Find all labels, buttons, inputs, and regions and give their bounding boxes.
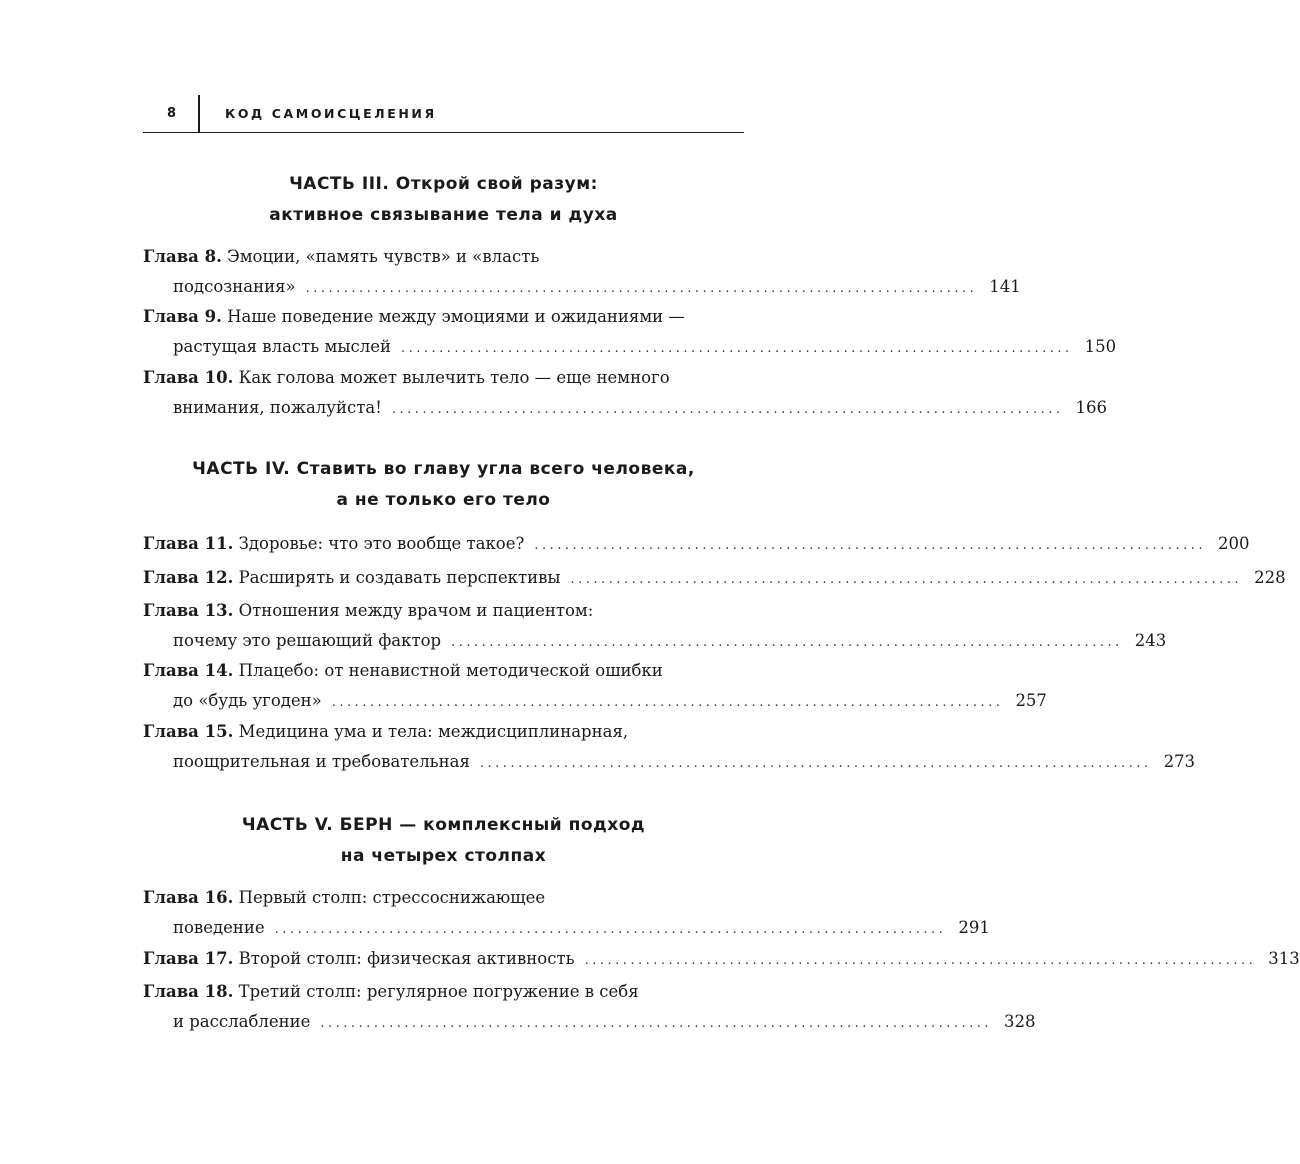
chapter-label: Глава 10. [143,368,234,387]
chapter-title-line: Медицина ума и тела: междисциплинарная, [238,722,629,741]
page-ref: 257 [1015,691,1047,710]
chapter-title-line: Отношения между врачом и пациентом: [238,601,594,620]
part-title-line: ЧАСТЬ V. БЕРН — комплексный подход [241,815,646,835]
page-number: 8 [167,106,177,121]
leader-dots: ........................................................................................ [534,538,1206,553]
leader-dots: ........................................................................................ [274,922,947,937]
leader-dots: ........................................................................................ [391,402,1064,417]
chapter-title-line: Плацебо: от ненавистной методической ошибки [238,661,663,680]
leader-dots: ........................................................................................ [584,953,1257,968]
page-ref: 200 [1217,534,1250,553]
chapter-label: Глава 8. [143,247,222,266]
part-title-line: ЧАСТЬ III. Открой свой разум: [289,174,598,194]
leader-dots: ........................................................................................ [320,1016,993,1031]
toc-entry-chapter-13[interactable] [143,598,1167,658]
header-divider [198,95,200,132]
part-title-line: ЧАСТЬ IV. Ставить во главу угла всего человека, [192,459,695,479]
chapter-label: Глава 11. [143,534,234,553]
chapter-title-line: Эмоции, «память чувств» и «власть [227,247,540,266]
toc-entry-chapter-9[interactable] [143,304,1117,364]
page-ref: 150 [1084,337,1117,356]
chapter-label: Глава 16. [143,888,234,907]
page-ref: 243 [1134,631,1167,650]
leader-dots: ........................................................................................ [451,635,1123,650]
toc-entry-chapter-16[interactable] [143,885,990,945]
chapter-title-line: внимания, пожалуйста! [173,398,382,417]
chapter-title-line: Второй столп: физическая активность [238,949,575,968]
page-ref: 313 [1268,949,1300,968]
part-title-line: активное связывание тела и духа [269,205,618,225]
chapter-label: Глава 15. [143,722,234,741]
chapter-label: Глава 17. [143,949,234,968]
page-ref: 228 [1254,568,1286,587]
chapter-title-line: поощрительная и требовательная [173,752,470,771]
toc-entry-chapter-12[interactable] [143,565,1286,595]
toc-entry-chapter-11[interactable] [143,531,1250,561]
chapter-title-line: Наше поведение между эмоциями и ожиданиями — [227,307,685,326]
page-ref: 166 [1075,398,1107,417]
chapter-label: Глава 18. [143,982,234,1001]
chapter-title-line: Первый столп: стрессоснижающее [238,888,546,907]
chapter-title-line: поведение [173,918,265,937]
leader-dots: ........................................................................................ [400,341,1073,356]
part-4-title [143,454,744,516]
page-ref: 291 [958,918,990,937]
page-ref: 141 [989,277,1021,296]
chapter-title-line: Расширять и создавать перспективы [238,568,561,587]
toc-entry-chapter-18[interactable] [143,979,1036,1039]
leader-dots: ........................................................................................ [570,572,1243,587]
leader-dots: ........................................................................................ [479,756,1152,771]
chapter-label: Глава 14. [143,661,234,680]
chapter-label: Глава 13. [143,601,234,620]
part-title-line: а не только его тело [336,490,551,510]
part-3-title [143,169,744,231]
chapter-title-line: и расслабление [173,1012,311,1031]
chapter-label: Глава 12. [143,568,234,587]
toc-entry-chapter-17[interactable] [143,946,1300,976]
toc-entry-chapter-10[interactable] [143,365,1107,425]
chapter-title-line: почему это решающий фактор [173,631,442,650]
chapter-title-line: Третий столп: регулярное погружение в себя [238,982,639,1001]
chapter-title-line: Здоровье: что это вообще такое? [238,534,525,553]
part-5-title [143,810,744,872]
chapter-title-line: растущая власть мыслей [173,337,391,356]
leader-dots: ........................................................................................ [305,281,978,296]
chapter-label: Глава 9. [143,307,222,326]
running-header [143,98,744,133]
part-title-line: на четырех столпах [340,846,547,866]
chapter-title-line: подсознания» [173,277,296,296]
toc-entry-chapter-15[interactable] [143,719,1196,779]
toc-entry-chapter-14[interactable] [143,658,1047,718]
toc-entry-chapter-8[interactable] [143,244,1021,304]
chapter-title-line: Как голова может вылечить тело — еще немного [238,368,670,387]
page-ref: 328 [1004,1012,1036,1031]
page-ref: 273 [1163,752,1196,771]
running-title: КОД САМОИСЦЕЛЕНИЯ [225,106,437,121]
leader-dots: ........................................................................................ [331,695,1004,710]
chapter-title-line: до «будь угоден» [173,691,322,710]
